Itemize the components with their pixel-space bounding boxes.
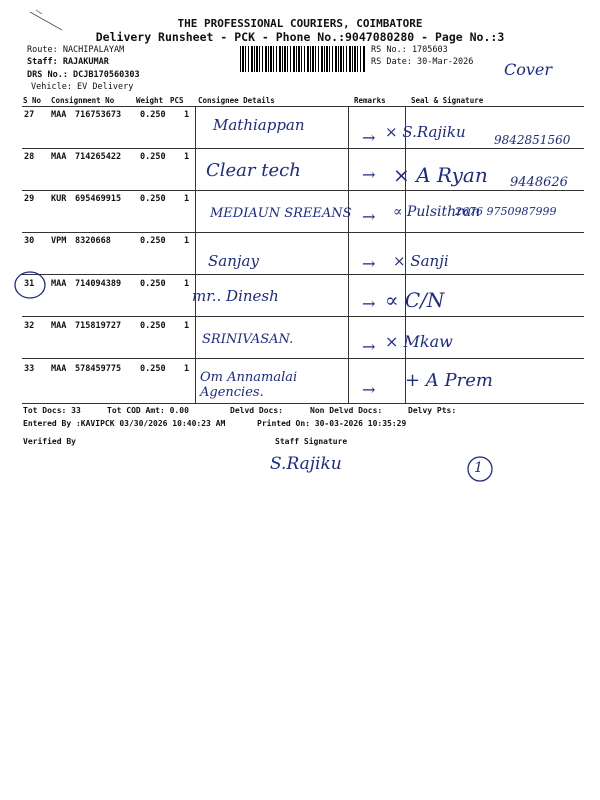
table-rule (22, 274, 584, 275)
row-phone-handwritten: 9448626 (510, 175, 568, 190)
staff-signature-handwritten: S.Rajiku (270, 454, 342, 474)
col-weight: Weight (136, 96, 164, 105)
row-consignment: 716753673 (75, 110, 122, 120)
table-rule (22, 106, 584, 107)
row-sno: 32 (24, 321, 35, 331)
col-consignment: Consignment No (51, 96, 115, 105)
row-signature: × Sanji (393, 252, 449, 270)
row-consignment: 715819727 (75, 321, 122, 331)
company-title: THE PROFESSIONAL COURIERS, COIMBATORE (177, 17, 423, 30)
row-consignment: 714094389 (75, 279, 122, 289)
row-consignee-handwritten: Sanjay (208, 252, 259, 270)
row-signature: ∝ Pulsithran (393, 204, 481, 220)
row-prefix: MAA (51, 152, 67, 162)
col-consignee: Consignee Details (198, 96, 275, 105)
row-prefix: VPM (51, 236, 67, 246)
entered-by: Entered By :KAVIPCK 03/30/2026 10:40:23 AM (23, 419, 226, 428)
row-consignment: 714265422 (75, 152, 122, 162)
row-prefix: MAA (51, 279, 67, 289)
row-consignment: 578459775 (75, 364, 122, 374)
table-rule (22, 403, 584, 404)
row-consignee-handwritten: mr.. Dinesh (192, 287, 279, 305)
row-signature: ∝ C/N (385, 288, 445, 312)
cover-note-handwritten: Cover (504, 60, 553, 79)
row-weight: 0.250 (140, 194, 166, 204)
row-sno: 30 (24, 236, 35, 246)
row-sno: 28 (24, 152, 35, 162)
row-consignment: 695469915 (75, 194, 122, 204)
row-signature: + A Prem (405, 370, 493, 391)
route-label: Route: NACHIPALAYAM (27, 45, 125, 55)
staff-signature-label: Staff Signature (275, 437, 348, 446)
row-consignee-handwritten: Clear tech (206, 160, 301, 181)
row-sno: 29 (24, 194, 35, 204)
table-rule (22, 358, 584, 359)
row-consignee-handwritten: Om Annamalai Agencies. (200, 370, 298, 400)
col-seal-signature: Seal & Signature (411, 96, 484, 105)
row-weight: 0.250 (140, 279, 166, 289)
table-rule (22, 316, 584, 317)
row-signature: × S.Rajiku (385, 123, 466, 141)
row-consignee-handwritten: MEDIAUN SREEANS (210, 206, 352, 221)
table-rule (22, 232, 584, 233)
drs-number: DRS No.: DCJB170560303 (27, 70, 140, 80)
row-sno: 33 (24, 364, 35, 374)
delivery-points: Delvy Pts: (408, 406, 457, 415)
row-weight: 0.250 (140, 364, 166, 374)
row-pcs: 1 (184, 110, 190, 120)
row-weight: 0.250 (140, 321, 166, 331)
row-pcs: 1 (184, 152, 190, 162)
row-pcs: 1 (184, 194, 190, 204)
row-pcs: 1 (184, 279, 190, 289)
row-sno: 31 (24, 279, 35, 289)
row-remark-mark: → (362, 165, 376, 184)
row-prefix: KUR (51, 194, 67, 204)
table-rule (22, 190, 584, 191)
non-delivered-docs: Non Delvd Docs: (310, 406, 383, 415)
printed-on: Printed On: 30-03-2026 10:35:29 (257, 419, 407, 428)
row-phone-handwritten: 9842851560 (494, 133, 571, 147)
row-pcs: 1 (184, 321, 190, 331)
circled-page-number: 1 (474, 460, 483, 476)
col-sno: S No (23, 96, 42, 105)
row-weight: 0.250 (140, 152, 166, 162)
row-consignee-handwritten: SRINIVASAN. (202, 332, 294, 347)
row-remark-mark: → (362, 207, 376, 226)
row-sno: 27 (24, 110, 35, 120)
row-consignment: 8320668 (75, 236, 111, 246)
row-consignee-handwritten: Mathiappan (213, 116, 305, 134)
row-remark-mark: → (362, 337, 376, 356)
row-pcs: 1 (184, 236, 190, 246)
row-remark-mark: → (362, 294, 376, 313)
staff-label: Staff: RAJAKUMAR (27, 57, 109, 67)
row-signature: × A Ryan (393, 163, 488, 187)
rs-number: RS No.: 1705603 (371, 45, 448, 55)
total-docs: Tot Docs: 33 (23, 406, 81, 415)
row-weight: 0.250 (140, 236, 166, 246)
row-prefix: MAA (51, 110, 67, 120)
col-remarks: Remarks (354, 96, 386, 105)
row-phone-handwritten: 2676 9750987999 (455, 205, 557, 218)
row-weight: 0.250 (140, 110, 166, 120)
rs-date: RS Date: 30-Mar-2026 (371, 57, 474, 67)
col-pcs: PCS (170, 96, 184, 105)
delivered-docs: Delvd Docs: (230, 406, 283, 415)
table-divider (348, 106, 349, 404)
verified-by-label: Verified By (23, 437, 76, 446)
table-divider (195, 106, 196, 404)
row-remark-mark: → (362, 254, 376, 273)
vehicle-label: Vehicle: EV Delivery (31, 82, 134, 92)
table-rule (22, 148, 584, 149)
runsheet-title: Delivery Runsheet - PCK - Phone No.:9047080280 - Page No.:3 (95, 30, 505, 44)
barcode (240, 46, 366, 72)
row-prefix: MAA (51, 364, 67, 374)
row-remark-mark: → (362, 380, 376, 399)
row-remark-mark: → (362, 128, 376, 147)
row-signature: × Mkaw (385, 332, 453, 351)
total-cod-amount: Tot COD Amt: 0.00 (107, 406, 189, 415)
row-pcs: 1 (184, 364, 190, 374)
row-prefix: MAA (51, 321, 67, 331)
